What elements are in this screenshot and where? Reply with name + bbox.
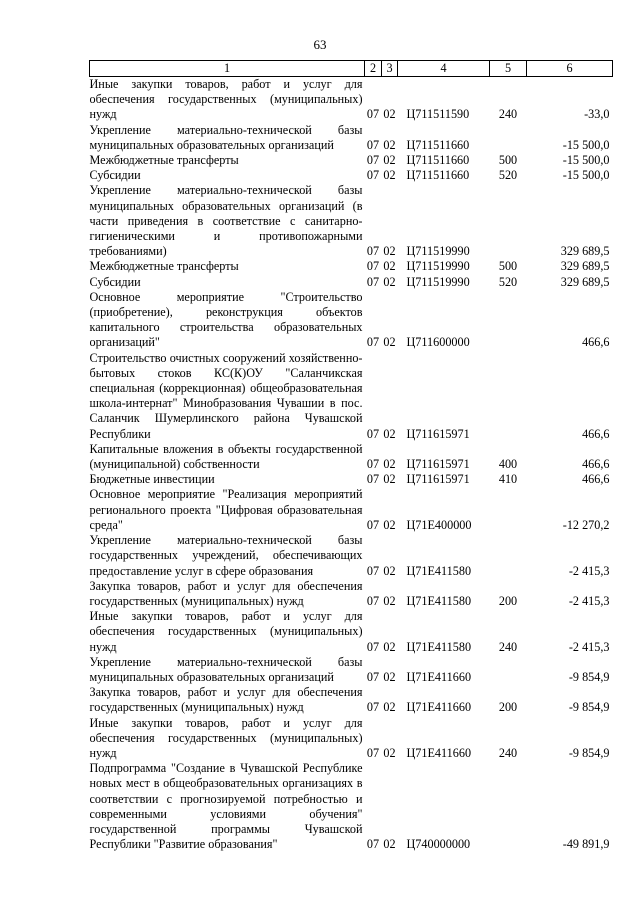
row-section: 07	[366, 669, 380, 684]
table-row	[90, 533, 613, 579]
table-row	[90, 579, 613, 609]
row-amount: -9 854,9	[568, 700, 610, 715]
row-subsection: 02	[383, 107, 396, 122]
table-row	[90, 259, 613, 274]
row-section: 07	[366, 137, 380, 152]
row-subsection: 02	[383, 259, 396, 274]
row-name: Укрепление материально-технической базы муниципальных образовательных организаций	[89, 654, 363, 684]
budget-table	[89, 60, 613, 852]
row-section: 07	[366, 457, 380, 472]
row-subsection: 02	[383, 137, 396, 152]
row-code: Ц740000000	[406, 837, 471, 852]
row-name: Иные закупки товаров, работ и услуг для обеспечения государственных (муниципальных) нужд	[89, 609, 363, 654]
row-amount: -15 500,0	[562, 153, 610, 168]
row-code: Ц711511660	[406, 168, 470, 183]
row-name: Подпрограмма "Создание в Чувашской Республике новых мест в общеобразовательных организациях в соответствии с прогнозируемой потребностью и современными условиями обучения" государственной программы Чувашской Республики "Развитие образования"	[89, 761, 363, 852]
row-expense-type: 410	[498, 472, 518, 487]
row-subsection: 02	[383, 274, 396, 289]
row-amount: -2 415,3	[568, 639, 610, 654]
row-name: Укрепление материально-технической базы муниципальных образовательных организаций (в части приведения в соответствие с санитарно-гигиеническими и противопожарными требованиями)	[89, 183, 363, 259]
row-expense-type	[490, 183, 527, 259]
table-row	[90, 685, 613, 715]
row-name: Межбюджетные трансферты	[89, 259, 239, 274]
row-subsection: 02	[383, 472, 396, 487]
row-subsection: 02	[383, 335, 396, 350]
row-subsection: 02	[383, 639, 396, 654]
row-section: 07	[366, 837, 380, 852]
header-col-name: 1	[90, 61, 365, 77]
row-code: Ц711519990	[406, 244, 470, 259]
row-section: 07	[366, 244, 380, 259]
row-name: Основное мероприятие "Строительство (приобретение), реконструкция объектов капитального строительства образовательных организаций"	[89, 289, 363, 350]
row-amount: -49 891,9	[562, 837, 610, 852]
row-code: Ц711615971	[406, 457, 470, 472]
row-name: Субсидии	[89, 274, 141, 289]
row-subsection: 02	[383, 563, 396, 578]
row-subsection: 02	[383, 593, 396, 608]
row-subsection: 02	[383, 700, 396, 715]
row-amount: -2 415,3	[568, 563, 610, 578]
row-name: Бюджетные инвестиции	[89, 472, 215, 487]
row-amount: 466,6	[582, 457, 610, 472]
row-amount: -2 415,3	[568, 593, 610, 608]
page-number: 63	[313, 37, 327, 52]
table-row	[90, 290, 613, 351]
row-section: 07	[366, 274, 380, 289]
row-code: Ц71Е411660	[406, 700, 472, 715]
row-amount: -9 854,9	[568, 745, 610, 760]
row-section: 07	[366, 259, 380, 274]
header-col-amount: 6	[527, 61, 613, 77]
row-expense-type: 520	[498, 274, 518, 289]
row-amount: -15 500,0	[562, 137, 610, 152]
header-col-type: 5	[490, 61, 527, 77]
row-subsection: 02	[383, 745, 396, 760]
row-code: Ц71Е411580	[406, 563, 472, 578]
table-row	[90, 351, 613, 442]
row-code: Ц711600000	[406, 335, 470, 350]
row-expense-type: 240	[498, 107, 518, 122]
row-section: 07	[366, 153, 380, 168]
row-expense-type: 520	[498, 168, 518, 183]
table-row	[90, 472, 613, 487]
row-expense-type	[490, 487, 527, 533]
row-subsection: 02	[383, 517, 396, 532]
row-expense-type	[490, 761, 527, 852]
row-amount: -12 270,2	[562, 517, 610, 532]
row-section: 07	[366, 168, 380, 183]
row-name: Иные закупки товаров, работ и услуг для обеспечения государственных (муниципальных) нужд	[89, 77, 363, 122]
row-expense-type	[490, 290, 527, 351]
row-expense-type: 240	[498, 639, 518, 654]
row-name: Межбюджетные трансферты	[89, 153, 239, 168]
row-code: Ц711615971	[406, 426, 470, 441]
row-name: Субсидии	[89, 168, 141, 183]
row-section: 07	[366, 472, 380, 487]
row-name: Закупка товаров, работ и услуг для обеспечения государственных (муниципальных) нужд	[89, 685, 363, 715]
row-amount: 466,6	[582, 426, 610, 441]
table-row	[90, 442, 613, 472]
row-expense-type: 500	[498, 259, 518, 274]
table-row	[90, 183, 613, 259]
table-row	[90, 609, 613, 655]
row-section: 07	[366, 107, 380, 122]
row-code: Ц71Е411660	[406, 669, 472, 684]
table-row	[90, 487, 613, 533]
table-row	[90, 168, 613, 183]
row-subsection: 02	[383, 426, 396, 441]
row-code: Ц711511590	[406, 107, 470, 122]
row-name: Строительство очистных сооружений хозяйственно-бытовых стоков КС(К)ОУ "Саланчикская специальная (коррекционная) общеобразовательная школа-интернат" Минобразования Чувашии в пос. Саланчик Шумерлинского района Чувашской Республики	[89, 350, 363, 441]
row-expense-type	[490, 533, 527, 579]
row-amount: 329 689,5	[560, 274, 610, 289]
table-row	[90, 761, 613, 852]
row-code: Ц71Е411580	[406, 593, 472, 608]
row-amount: -33,0	[584, 107, 610, 122]
row-subsection: 02	[383, 168, 396, 183]
row-name: Укрепление материально-технической базы муниципальных образовательных организаций	[89, 122, 363, 152]
row-expense-type: 240	[498, 745, 518, 760]
row-expense-type: 400	[498, 457, 518, 472]
row-expense-type	[490, 123, 527, 153]
row-subsection: 02	[383, 244, 396, 259]
row-name: Иные закупки товаров, работ и услуг для обеспечения государственных (муниципальных) нужд	[89, 715, 363, 760]
row-amount: -15 500,0	[562, 168, 610, 183]
header-col-subsection: 3	[382, 61, 398, 77]
table-row	[90, 153, 613, 168]
header-col-section: 2	[365, 61, 382, 77]
row-subsection: 02	[383, 153, 396, 168]
row-expense-type: 200	[498, 593, 518, 608]
row-expense-type: 200	[498, 700, 518, 715]
row-section: 07	[366, 639, 380, 654]
row-expense-type	[490, 655, 527, 685]
row-expense-type: 500	[498, 153, 518, 168]
row-section: 07	[366, 593, 380, 608]
table-row	[90, 77, 613, 123]
row-code: Ц71Е411580	[406, 639, 472, 654]
row-code: Ц711511660	[406, 137, 470, 152]
row-name: Основное мероприятие "Реализация мероприятий регионального проекта "Цифровая образовательная среда"	[89, 487, 363, 532]
row-subsection: 02	[383, 669, 396, 684]
row-name: Закупка товаров, работ и услуг для обеспечения государственных (муниципальных) нужд	[89, 578, 363, 608]
row-expense-type	[490, 351, 527, 442]
row-section: 07	[366, 517, 380, 532]
row-subsection: 02	[383, 457, 396, 472]
row-code: Ц711519990	[406, 274, 470, 289]
row-section: 07	[366, 745, 380, 760]
row-code: Ц711615971	[406, 472, 470, 487]
row-section: 07	[366, 563, 380, 578]
header-row	[90, 61, 613, 77]
row-amount: 329 689,5	[560, 244, 610, 259]
row-section: 07	[366, 700, 380, 715]
row-amount: -9 854,9	[568, 669, 610, 684]
row-code: Ц71Е400000	[406, 517, 472, 532]
table-row	[90, 716, 613, 762]
row-code: Ц71Е411660	[406, 745, 472, 760]
header-col-code: 4	[398, 61, 490, 77]
row-amount: 329 689,5	[560, 259, 610, 274]
row-amount: 466,6	[582, 472, 610, 487]
row-name: Капитальные вложения в объекты государственной (муниципальной) собственности	[89, 441, 363, 472]
table-row	[90, 655, 613, 685]
table-row	[90, 275, 613, 290]
row-section: 07	[366, 426, 380, 441]
row-subsection: 02	[383, 837, 396, 852]
row-name: Укрепление материально-технической базы государственных учреждений, обеспечивающих предоставление услуг в сфере образования	[89, 533, 363, 578]
row-amount: 466,6	[582, 335, 610, 350]
row-code: Ц711511660	[406, 153, 470, 168]
row-section: 07	[366, 335, 380, 350]
table-row	[90, 123, 613, 153]
row-code: Ц711519990	[406, 259, 470, 274]
